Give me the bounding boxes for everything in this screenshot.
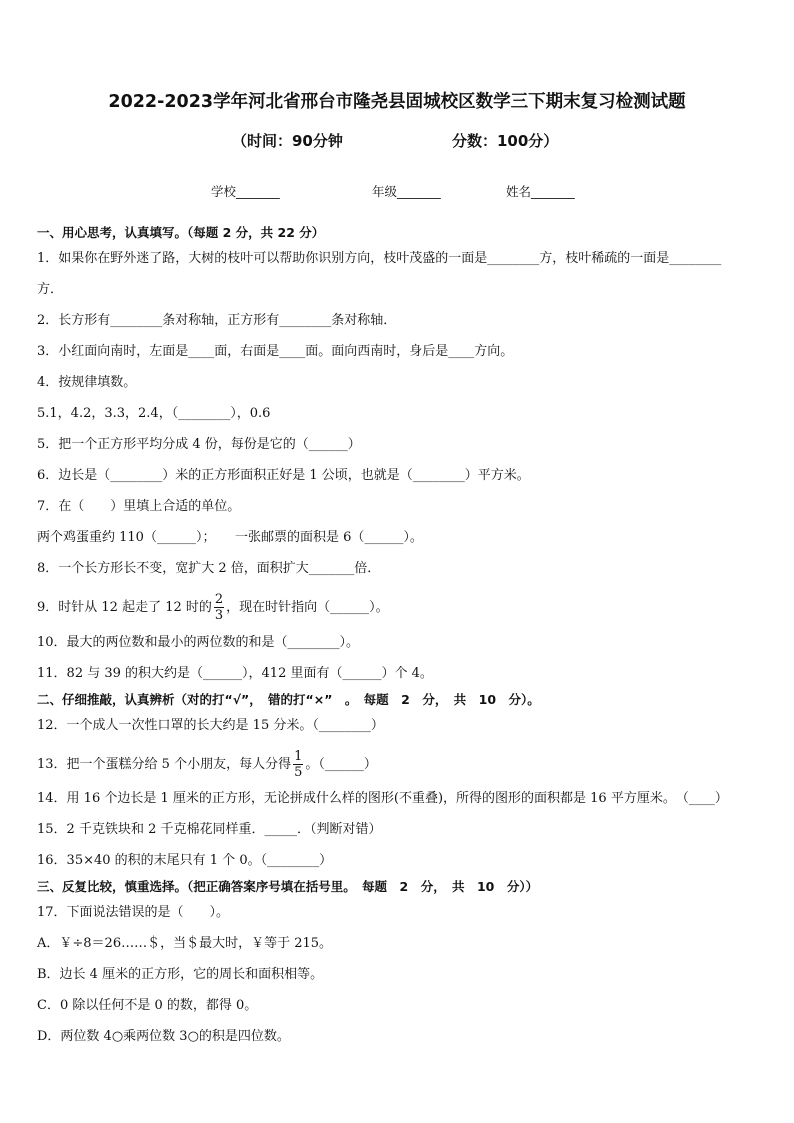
fraction: $\frac{1}{5}$ [294, 749, 303, 780]
question-10: 10．最大的两位数和最小的两位数的和是（________）。 [37, 635, 360, 650]
question-15: 15．2 千克铁块和 2 千克棉花同样重．_____．（判断对错） [37, 822, 382, 837]
question-9-post: ，现在时针指向（______）。 [226, 600, 389, 615]
question-16: 16．35×40 的积的末尾只有 1 个 0。（________） [37, 853, 333, 868]
name-field: 姓名_______ [506, 184, 575, 199]
question-14: 14．用 16 个边长是 1 厘米的正方形，无论拼成什么样的图形(不重叠)，所得的图形的面积都是 16 平方厘米。 （____） [37, 791, 728, 806]
question-4-sequence: 5.1，4.2，3.3，2.4，（________），0.6 [37, 406, 271, 421]
option-c: C．0 除以任何不是 0 的数，都得 0。 [37, 998, 258, 1013]
section-3-heading: 三、反复比较，慎重选择。（把正确答案序号填在括号里。 每题 2 分， 共 10 分）） [37, 879, 539, 894]
exam-score: 分数：100分） [452, 132, 559, 150]
question-17: 17．下面说法错误的是（ ）。 [37, 905, 230, 920]
section-2-heading: 二、仔细推敲，认真辨析（对的打“√”， 错的打“×” 。 每题 2 分， 共 10 分）。 [37, 692, 540, 707]
question-4: 4．按规律填数。 [37, 375, 137, 390]
question-1: 1．如果你在野外迷了路，大树的枝叶可以帮助你识别方向，枝叶茂盛的一面是________方，枝叶稀疏的一面是________ [37, 251, 722, 266]
question-8: 8．一个长方形长不变，宽扩大 2 倍，面积扩大_______倍． [37, 561, 381, 576]
option-b: B．边长 4 厘米的正方形，它的周长和面积相等。 [37, 967, 324, 982]
section-1-heading: 一、用心思考，认真填写。（每题 2 分，共 22 分） [37, 225, 325, 240]
question-9-pre: 9．时针从 12 起走了 12 时的 [37, 600, 212, 615]
question-1-cont: 方． [37, 282, 64, 297]
question-7-items: 两个鸡蛋重约 110（______）； 一张邮票的面积是 6（______）。 [37, 530, 423, 545]
question-13-post: 。（______） [305, 757, 377, 772]
question-9 [37, 592, 761, 623]
option-d: D．两位数 4○乘两位数 3○的积是四位数。 [37, 1029, 290, 1044]
exam-title: 2022-2023学年河北省邢台市隆尧县固城校区数学三下期末复习检测试题 [108, 92, 686, 112]
question-3: 3．小红面向南时，左面是____面，右面是____面。面向西南时，身后是____方向。 [37, 344, 514, 359]
question-7: 7．在（ ）里填上合适的单位。 [37, 499, 241, 514]
question-11: 11．82 与 39 的积大约是（______），412 里面有（______）个 4。 [37, 666, 433, 681]
fraction: $\frac{2}{3}$ [214, 592, 224, 623]
question-5: 5．把一个正方形平均分成 4 份，每份是它的（______） [37, 437, 361, 452]
question-2: 2．长方形有________条对称轴，正方形有________条对称轴． [37, 313, 397, 328]
question-13 [37, 749, 761, 780]
question-6: 6．边长是（________）米的正方形面积正好是 1 公顷，也就是（________）平方米。 [37, 468, 530, 483]
option-a: A．￥÷8＝26……＄，当＄最大时，￥等于 215。 [37, 936, 333, 951]
grade-field: 年级_______ [372, 184, 441, 199]
question-12: 12．一个成人一次性口罩的长大约是 15 分米。（________） [37, 718, 384, 733]
exam-time: （时间：90分钟 [232, 132, 343, 150]
question-13-pre: 13．把一个蛋糕分给 5 个小朋友，每人分得 [37, 757, 292, 772]
school-field: 学校_______ [211, 184, 280, 199]
